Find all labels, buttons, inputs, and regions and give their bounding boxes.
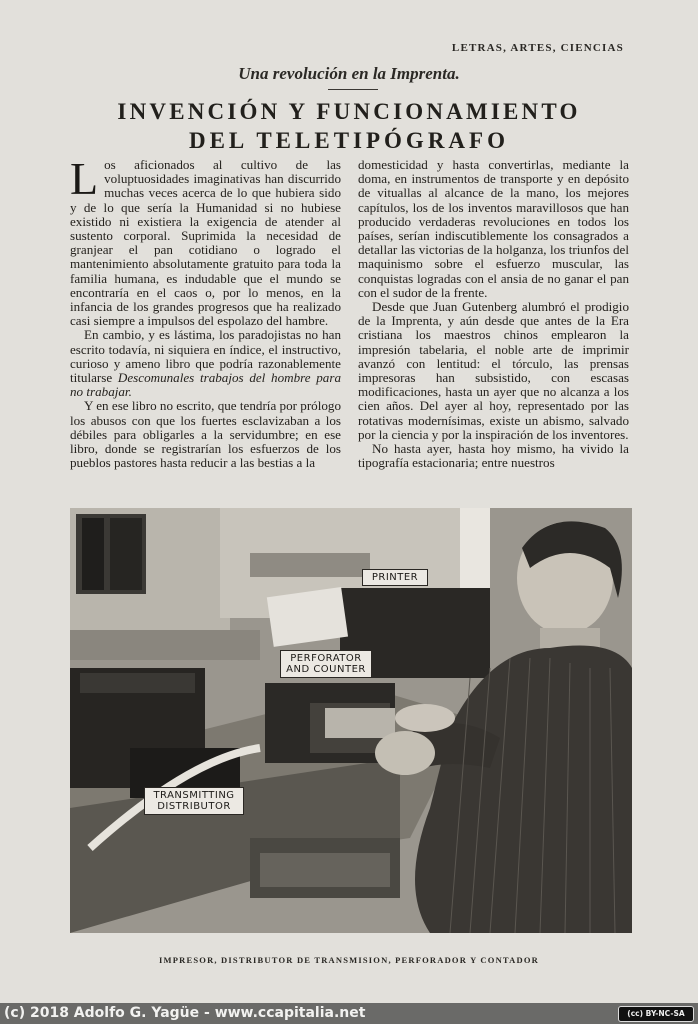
photo-caption: IMPRESOR, DISTRIBUTOR DE TRANSMISION, PERFORADOR Y CONTADOR — [159, 955, 539, 965]
teletypesetter-photo — [70, 508, 632, 933]
article-title-line1: INVENCIÓN Y FUNCIONAMIENTO — [117, 99, 581, 124]
label-printer: PRINTER — [362, 569, 428, 586]
paragraph: Y en ese libro no escrito, que tendría por prólogo los abusos con que los fuertes esclavizaban a los débiles para obligarles a la servidumbre; en ese libro, donde se registrarían los esfuerzos de los pueblos pastores hasta reducir a las bestias a la — [70, 398, 341, 471]
paragraph: Desde que Juan Gutenberg alumbró el prodigio de la Imprenta, y aún desde que antes de la Era cristiana los maestros chinos emplearon la impresión tabelaria, el noble arte de imprimir avanzó con lentitud: el tórculo, las prensas impresoras han subsistido, con escasas modificaciones, hasta un ayer que no alcanza a los cien años. Del ayer al hoy, representado por las rotativas modernísimas, existe un abismo, salvado por la ciencia y por la inspiración de los inventores. — [358, 299, 629, 442]
paragraph: domesticidad y hasta convertirlas, mediante la doma, en instrumentos de transporte y en depósito de vituallas al alcance de la mano, los mejores capítulos, los de los inventos maravillosos que han producido verdaderas revoluciones en todos los países, serían indiscutiblemente los consagrados a detallar las victorias de la holganza, los triunfos del maquinismo sobre el esfuerzo muscular, las conquistas logradas con el ansia de no ganar el pan con el sudor de la frente. — [358, 158, 629, 300]
cc-license-badge: (cc) BY-NC-SA — [618, 1006, 694, 1022]
article-kicker: Una revolución en la Imprenta. — [238, 64, 460, 83]
watermark-bar — [0, 1003, 698, 1024]
article-body — [70, 158, 630, 498]
paragraph — [70, 158, 341, 328]
label-perforator-counter: PERFORATOR AND COUNTER — [280, 650, 372, 678]
section-header: LETRAS, ARTES, CIENCIAS — [451, 42, 624, 54]
kicker-rule — [328, 89, 378, 90]
paragraph — [70, 328, 341, 399]
drop-cap: L — [70, 158, 99, 204]
column-right — [358, 158, 629, 498]
column-left — [70, 158, 341, 498]
photo-illustration — [70, 508, 632, 933]
paragraph-text: En cambio, y es lástima, los paradojistas no han escrito todavía, ni siquiera en índice, el instructivo, curioso y ameno libro que podría razonablemente titularse — [70, 327, 341, 386]
paragraph-text: os aficionados al cultivo de las voluptuosidades imaginativas han discurrido muchas veces acerca de lo que hubiera sido y de lo que sería la Humanidad si no hubiese existido ni existiera la exigencia de atender al sustento corporal. Suprimida la necesidad de granjear el pan cotidiano o logrado el mantenimiento absolutamente gratuito para toda la familia humana, es indudable que el mundo se encontraría en el caos o, por lo menos, en la infancia de los grandes progresos que ha realizado casi siempre a impulsos del espolazo del hambre. — [70, 158, 341, 329]
label-transmitting-distributor: TRANSMITTING DISTRIBUTOR — [144, 787, 244, 815]
book-title: Descomunales trabajos del hombre para no trabajar. — [70, 370, 341, 400]
article-title-line2: DEL TELETIPÓGRAFO — [188, 128, 509, 153]
copyright-credit: (c) 2018 Adolfo G. Yagüe - www.ccapitalia.net — [4, 1005, 366, 1021]
paragraph: No hasta ayer, hasta hoy mismo, ha vivido la tipografía estacionaria; entre nuestros — [358, 441, 629, 471]
